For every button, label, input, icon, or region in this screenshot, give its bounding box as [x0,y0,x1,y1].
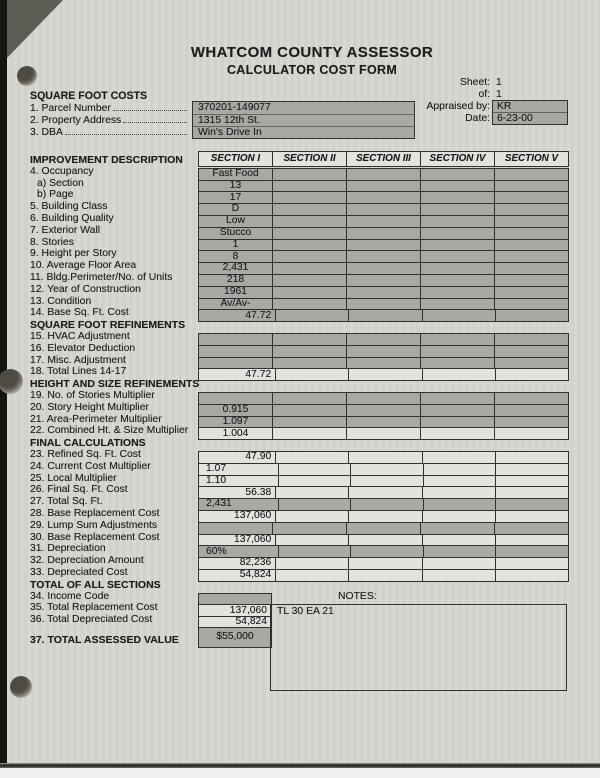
table-cell [273,169,347,180]
table-cell: 1 [199,240,273,251]
table-cell [421,216,495,227]
table-cell: 1.004 [199,428,273,439]
table-cell: 47.72 [199,369,276,380]
table-cell [496,546,568,557]
row-label: 35. Total Replacement Cost [30,602,158,614]
table-cell [421,228,495,239]
table-cell [347,287,421,298]
table-row [198,627,272,648]
table-cell [349,535,422,546]
table-cell [495,334,568,345]
table-cell [199,346,273,357]
section-heading: HEIGHT AND SIZE REFINEMENTS [30,378,200,391]
table-cell [496,369,568,380]
table-row [198,368,569,381]
table-cell [421,405,495,416]
row-label: 15. HVAC Adjustment [30,331,130,342]
table-cell [495,192,568,203]
table-cell [495,216,568,227]
section-heading: IMPROVEMENT DESCRIPTION [30,154,183,166]
table-cell [273,216,347,227]
table-cell: Low [199,216,273,227]
table-cell [495,358,568,369]
table-cell [273,417,347,428]
table-cell [495,228,568,239]
row-label: 9. Height per Story [30,248,117,260]
table-row [198,309,569,322]
table-cell [273,192,347,203]
row-label: 22. Combined Ht. & Size Multiplier [30,425,189,437]
dotted-leader [113,110,187,111]
row-label: 11. Bldg.Perimeter/No. of Units [30,272,173,283]
table-cell [273,334,347,345]
title-block [0,44,600,77]
row-label: 5. Building Class [30,201,108,213]
table-cell: 54,824 [199,570,276,581]
table-cell [421,346,495,357]
section-header-row [198,151,569,167]
table-cell: 1.10 [199,476,279,487]
table-cell [199,523,273,534]
table-cell: 56.38 [199,487,276,498]
field-label: 3. DBA [30,126,63,138]
table-cell [496,487,568,498]
sheet-value: 1 [496,77,502,88]
table-cell [347,169,421,180]
table-cell [273,275,347,286]
table-cell [495,204,568,215]
dotted-leader [123,122,187,123]
appraised-date-field [492,100,568,125]
row-label: 23. Refined Sq. Ft. Cost [30,449,141,460]
table-cell [495,287,568,298]
of-value: 1 [496,88,502,100]
section-heading: FINAL CALCULATIONS [30,437,146,450]
table-cell [423,558,496,569]
row-label: a) Section [37,177,84,189]
table-cell [347,334,421,345]
row-label: 17. Misc. Adjustment [30,354,126,366]
table-cell [495,346,568,357]
table-cell [349,452,422,463]
table-cell [199,393,273,404]
table-cell: 54,824 [199,617,271,628]
table-cell [347,275,421,286]
table-cell [349,558,422,569]
table-cell: Fast Food [199,169,273,180]
row-label: 31. Depreciation [30,543,106,555]
row-label: 10. Average Floor Area [30,260,137,272]
table-cell [421,263,495,274]
table-cell [347,523,421,534]
column-header-cell: SECTION III [347,152,421,166]
table-cell [276,310,349,321]
table-cell [273,523,347,534]
table-cell [424,464,497,475]
table-cell [273,428,347,439]
hole-punch-icon [10,676,32,698]
table-cell [351,546,424,557]
appraised-by-label: Appraised by: [426,101,490,112]
table-cell [421,523,495,534]
table-cell [273,393,347,404]
notes-content: TL 30 EA 21 [277,606,334,617]
parcel-number-value: 370201-149077 [198,102,271,113]
table-cell [421,240,495,251]
table-cell: 2,431 [199,499,279,510]
date-value: 6-23-00 [493,112,567,124]
table-cell [495,393,568,404]
table-cell: 137,060 [199,511,276,522]
section-heading-square-foot-costs: SQUARE FOOT COSTS [30,90,148,102]
table-cell: 137,060 [199,535,276,546]
row-label: 13. Condition [30,295,92,307]
table-cell [276,570,349,581]
table-cell: 60% [199,546,279,557]
table-cell [496,464,568,475]
appraised-by-value: KR [497,101,512,112]
table-cell [421,417,495,428]
table-cell [347,228,421,239]
table-cell: Av/Av- [199,299,273,310]
table-cell [273,287,347,298]
table-cell [273,346,347,357]
date-label: Date: [465,113,490,124]
table-cell [347,358,421,369]
table-cell [273,358,347,369]
table-cell [279,499,352,510]
table-cell [423,369,496,380]
row-label: 26. Final Sq. Ft. Cost [30,484,128,496]
table-cell: 13 [199,181,273,192]
table-cell [424,546,497,557]
field-label: 1. Parcel Number [30,102,111,114]
table-cell [421,393,495,404]
table-cell [273,263,347,274]
table-cell [423,452,496,463]
table-cell [351,476,424,487]
property-address-value: 1315 12th St. [193,114,414,127]
table-cell [349,487,422,498]
dotted-leader [65,134,187,135]
table-cell: $55,000 [199,628,271,647]
row-label: 21. Area-Perimeter Multiplier [30,413,162,425]
table-cell [347,192,421,203]
table-cell [496,511,568,522]
table-cell: 17 [199,192,273,203]
table-cell: 1961 [199,287,273,298]
table-cell [423,310,496,321]
table-cell [351,499,424,510]
table-cell: 47.90 [199,452,276,463]
table-cell [496,452,568,463]
table-cell [347,204,421,215]
table-cell [421,358,495,369]
table-cell [199,358,273,369]
table-cell: 1.07 [199,464,279,475]
table-cell [347,405,421,416]
table-cell [495,523,568,534]
of-label: of: [478,88,490,100]
column-header-cell: SECTION IV [421,152,495,166]
row-label: 6. Building Quality [30,213,114,224]
table-cell [421,181,495,192]
row-label: 8. Stories [30,236,74,248]
form-subtitle: CALCULATOR COST FORM [226,63,398,77]
table-cell: 47.72 [199,310,276,321]
table-row [198,569,569,582]
table-cell [495,169,568,180]
field-property-address [30,115,188,127]
table-cell [421,428,495,439]
table-cell [349,369,422,380]
table-cell [495,181,568,192]
table-cell [347,428,421,439]
table-cell [276,487,349,498]
table-cell [279,476,352,487]
row-label: 7. Exterior Wall [30,224,101,236]
table-cell [273,240,347,251]
table-cell: D [199,204,273,215]
table-cell [351,464,424,475]
table-cell [421,334,495,345]
table-cell [276,511,349,522]
table-cell [495,405,568,416]
table-cell [496,558,568,569]
table-cell [423,511,496,522]
sheet-label: Sheet: [459,77,490,88]
table-cell [276,452,349,463]
table-cell [273,181,347,192]
column-header-cell: SECTION I [199,152,273,166]
table-cell [495,275,568,286]
table-cell [421,287,495,298]
table-cell [273,228,347,239]
table-cell [347,417,421,428]
table-cell [421,251,495,262]
table-cell [496,499,568,510]
parcel-fields-box [192,101,415,139]
paper-bottom-edge [0,763,600,768]
row-label: 14. Base Sq. Ft. Cost [30,307,129,319]
row-label: 30. Base Replacement Cost [30,531,160,543]
table-cell: 137,060 [199,605,271,616]
table-cell [276,558,349,569]
table-cell [496,570,568,581]
table-cell [273,405,347,416]
row-label: 16. Elevator Deduction [30,342,136,354]
table-cell: 8 [199,251,273,262]
table-cell [273,299,347,310]
table-cell [347,393,421,404]
table-cell [495,428,568,439]
row-label: 32. Depreciation Amount [30,555,144,567]
row-label: 33. Depreciated Cost [30,567,128,578]
row-label: 29. Lump Sum Adjustments [30,519,158,531]
row-label: 4. Occupancy [30,165,94,177]
table-cell: 2,431 [199,263,273,274]
table-cell: 218 [199,275,273,286]
table-cell [423,487,496,498]
notes-label: NOTES: [338,591,377,602]
table-cell [421,204,495,215]
table-cell [424,476,497,487]
table-cell: 82,236 [199,558,276,569]
table-cell [349,511,422,522]
table-cell [347,299,421,310]
table-cell [273,251,347,262]
row-label: 20. Story Height Multiplier [30,401,149,413]
table-cell [423,570,496,581]
table-cell [495,263,568,274]
table-cell: 1.097 [199,417,273,428]
column-header-cell: SECTION II [273,152,347,166]
table-cell [273,204,347,215]
table-cell [349,570,422,581]
table-cell [199,594,271,605]
dba-value: Win's Drive In [193,126,414,139]
section-heading: 37. TOTAL ASSESSED VALUE [30,634,179,646]
row-label: 18. Total Lines 14-17 [30,366,127,378]
table-row [198,427,569,440]
row-label: 36. Total Depreciated Cost [30,614,153,626]
table-cell [495,299,568,310]
table-cell [347,263,421,274]
table-cell [279,546,352,557]
form-title: WHATCOM COUNTY ASSESSOR [190,44,434,61]
row-label: 28. Base Replacement Cost [30,508,160,519]
row-label: b) Page [37,189,74,201]
field-parcel-number [30,103,188,115]
row-label: 27. Total Sq. Ft. [30,496,103,508]
column-header-cell: SECTION V [495,152,568,166]
table-cell [276,535,349,546]
row-label: 25. Local Multiplier [30,472,117,484]
table-cell [423,535,496,546]
table-cell [276,369,349,380]
row-label: 12. Year of Construction [30,283,141,295]
table-cell [421,275,495,286]
row-label: 24. Current Cost Multiplier [30,460,151,472]
table-cell [495,251,568,262]
table-cell: 0.915 [199,405,273,416]
table-cell [496,310,568,321]
section-heading: SQUARE FOOT REFINEMENTS [30,319,186,332]
field-dba [30,127,188,139]
table-cell [347,346,421,357]
table-cell [424,499,497,510]
table-cell [279,464,352,475]
row-label: 19. No. of Stories Multiplier [30,390,155,401]
row-label: 34. Income Code [30,590,110,602]
table-cell [347,240,421,251]
table-cell [347,251,421,262]
table-cell [495,240,568,251]
notes-box [270,604,567,691]
table-cell [347,216,421,227]
table-cell [421,192,495,203]
table-cell [349,310,422,321]
table-cell [495,417,568,428]
table-cell [421,169,495,180]
table-cell [199,334,273,345]
table-cell [496,476,568,487]
table-cell [347,181,421,192]
table-cell [496,535,568,546]
table-cell [421,299,495,310]
field-label: 2. Property Address [30,114,122,126]
section-heading: TOTAL OF ALL SECTIONS [30,578,161,591]
table-cell: Stucco [199,228,273,239]
